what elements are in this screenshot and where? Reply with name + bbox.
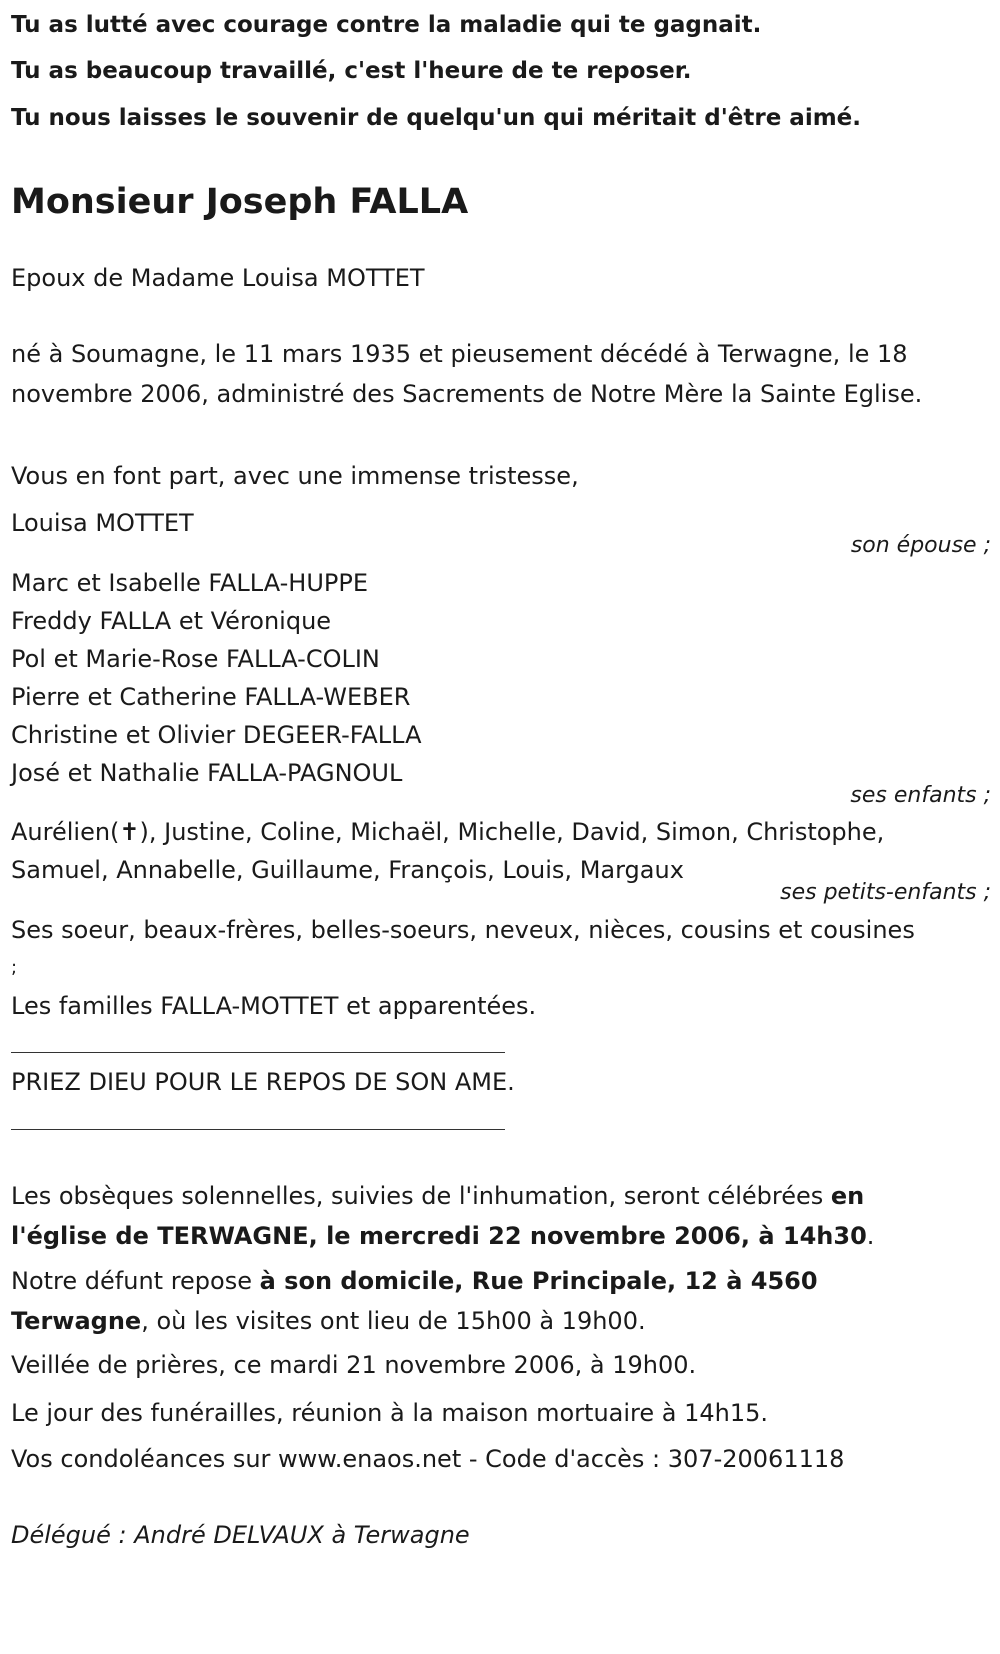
birth-death-paragraph: né à Soumagne, le 11 mars 1935 et pieusement décédé à Terwagne, le 18 novembre 2006, administré des Sacrements de Notre Mère la Sainte Eglise.	[11, 340, 923, 408]
ceremony-bold: en	[830, 1182, 865, 1210]
rest-bold: à son domicile, Rue Principale, 12 à 4560	[259, 1267, 818, 1295]
ceremony-text: .	[866, 1222, 875, 1250]
spouse-role: son épouse ;	[850, 533, 991, 558]
vigil-line: Veillée de prières, ce mardi 21 novembre 2006, à 19h00.	[11, 1351, 697, 1379]
siblings-line: Ses soeur, beaux-frères, belles-soeurs, neveux, nièces, cousins et cousines	[11, 916, 915, 944]
spouse-name: Louisa MOTTET	[11, 509, 194, 537]
rest-paragraph	[11, 1261, 991, 1341]
condolences-line: Vos condoléances sur www.enaos.net - Code d'accès : 307-20061118	[11, 1445, 845, 1473]
rest-bold: Terwagne	[11, 1307, 142, 1335]
grandchildren-role: ses petits-enfants ;	[780, 880, 991, 905]
grandchildren-line-2: Samuel, Annabelle, Guillaume, François, Louis, Margaux	[11, 856, 684, 884]
prayer-line: PRIEZ DIEU POUR LE REPOS DE SON AME.	[11, 1068, 515, 1096]
meeting-line: Le jour des funérailles, réunion à la maison mortuaire à 14h15.	[11, 1399, 769, 1427]
siblings-line-end: ;	[11, 957, 18, 978]
deceased-name: Monsieur Joseph FALLA	[11, 182, 469, 222]
child-name: Christine et Olivier DEGEER-FALLA	[11, 721, 422, 749]
ceremony-paragraph	[11, 1176, 991, 1256]
families-line: Les familles FALLA-MOTTET et apparentées.	[11, 992, 537, 1020]
ceremony-bold: l'église de TERWAGNE, le mercredi 22 novembre 2006, à 14h30	[11, 1222, 867, 1250]
child-name: Freddy FALLA et Véronique	[11, 607, 332, 635]
poem-line-2: Tu as beaucoup travaillé, c'est l'heure de te reposer.	[11, 58, 692, 84]
child-name: Marc et Isabelle FALLA-HUPPE	[11, 569, 368, 597]
spouse-line: Epoux de Madame Louisa MOTTET	[11, 264, 425, 292]
rest-text: , où les visites ont lieu de 15h00 à 19h00.	[141, 1307, 646, 1335]
ceremony-text: Les obsèques solennelles, suivies de l'inhumation, seront célébrées	[11, 1182, 831, 1210]
poem-line-1: Tu as lutté avec courage contre la maladie qui te gagnait.	[11, 12, 762, 38]
children-role: ses enfants ;	[850, 783, 991, 808]
child-name: Pol et Marie-Rose FALLA-COLIN	[11, 645, 380, 673]
rest-text: Notre défunt repose	[11, 1267, 260, 1295]
divider	[11, 1129, 505, 1130]
child-name: José et Nathalie FALLA-PAGNOUL	[11, 759, 403, 787]
divider	[11, 1052, 505, 1053]
family-intro: Vous en font part, avec une immense tristesse,	[11, 462, 579, 490]
child-name: Pierre et Catherine FALLA-WEBER	[11, 683, 411, 711]
grandchildren-line-1: Aurélien(✝), Justine, Coline, Michaël, Michelle, David, Simon, Christophe,	[11, 818, 885, 846]
poem-line-3: Tu nous laisses le souvenir de quelqu'un qui méritait d'être aimé.	[11, 105, 862, 131]
delegate-line: Délégué : André DELVAUX à Terwagne	[11, 1521, 470, 1549]
